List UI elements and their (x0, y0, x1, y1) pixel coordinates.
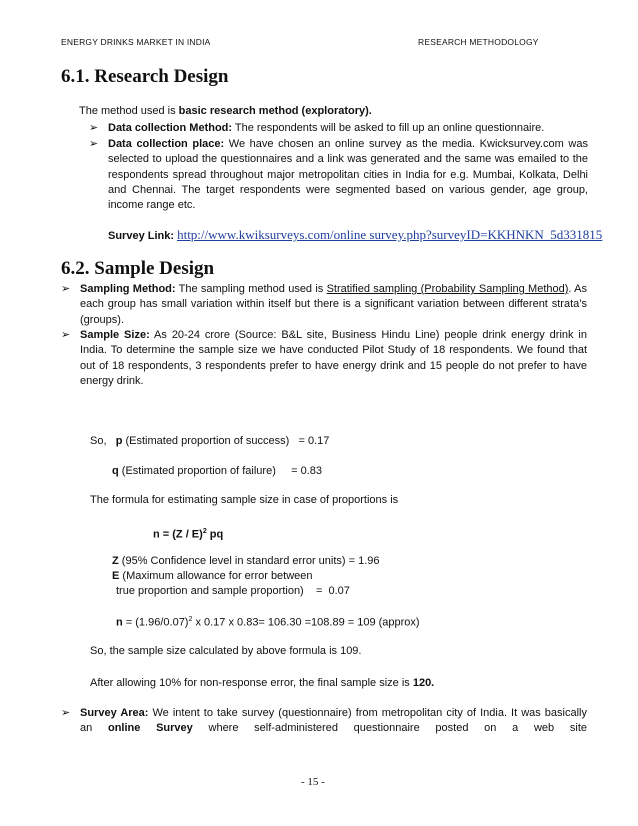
survey-area-label: Survey Area: (80, 707, 149, 719)
page-number: - 15 - (301, 776, 325, 788)
n-eq-exponent: 2 (188, 616, 193, 623)
header-left: ENERGY DRINKS MARKET IN INDIA (61, 37, 211, 47)
bullet-label: Data collection Method: (108, 122, 233, 134)
e-text: (Maximum allowance for error between (119, 570, 313, 582)
section-title-sample-design: 6.2. Sample Design (61, 258, 215, 279)
bullet-text: We have chosen an online survey as the media. Kwicksurvey.com was selected to upload the questionnaires and a link was generated and the same was emailed to the respondents spread throughout major metropolitan cities in India for e.g. Mumbai, Kolkata, Delhi and Chennai. The target respondents were segmented based on various gender, age group, income range etc. (108, 138, 588, 212)
arrow-bullet-icon: ➢ (89, 122, 99, 134)
so-label: So, (90, 435, 107, 447)
survey-area-text2: where self-administered questionnaire posted on a web site (192, 722, 587, 735)
bullet-data-collection-method (108, 121, 588, 136)
survey-area-bold: online Survey (107, 722, 193, 735)
result-120-bold: 120. (412, 677, 435, 689)
p-text: (Estimated proportion of success) = 0.17 (122, 435, 330, 447)
sampling-label: Sampling Method: (80, 283, 176, 295)
n-calculation (116, 612, 420, 631)
intro-bold: basic research method (exploratory). (178, 105, 372, 117)
survey-link-label: Survey Link: (108, 230, 178, 242)
formula-main-text: n = (Z / E) (153, 528, 203, 541)
z-definition (112, 554, 380, 569)
arrow-bullet-icon: ➢ (61, 707, 71, 719)
sampling-suffix: . As each group has small variation within itself but there is a significant variation between different strata’s (groups). (80, 283, 587, 326)
intro-prefix: The method used is (79, 105, 179, 117)
z-text: (95% Confidence level in standard error units) = 1.96 (118, 555, 380, 567)
p-variable: p (115, 435, 123, 447)
bullet-data-collection-place (108, 137, 588, 213)
formula-tail: pq (206, 528, 224, 541)
bullet-sample-size (80, 328, 587, 389)
result-120 (90, 676, 434, 691)
arrow-bullet-icon: ➢ (61, 329, 71, 341)
sampling-prefix: The sampling method used is (175, 283, 327, 295)
p-estimate-line (90, 434, 329, 449)
bullet-label: Data collection place: (108, 138, 225, 150)
sample-size-text: As 20-24 crore (Source: B&L site, Business Hindu Line) people drink energy drink in India. To determine the sample size we have conducted Pilot Study of 18 respondents. We found that out of 18 respondents, 3 respondents prefer to have energy drink and 15 people do not prefer to have energy drink. (80, 329, 587, 387)
sampling-underlined: Stratified sampling (Probability Sampling Method) (326, 283, 569, 295)
formula-main (153, 524, 223, 543)
e-definition-line2: true proportion and sample proportion) = 0.07 (116, 585, 350, 597)
arrow-bullet-icon: ➢ (89, 138, 99, 150)
formula-intro: The formula for estimating sample size in case of proportions is (90, 494, 399, 506)
survey-link[interactable]: http://www.kwiksurveys.com/online survey.php?surveyID=KKHNKN_5d331815 (177, 227, 603, 242)
e-variable: E (112, 570, 120, 582)
result-120-prefix: After allowing 10% for non-response error, the final sample size is (90, 677, 413, 689)
q-variable: q (112, 465, 119, 477)
research-method-intro (79, 104, 599, 119)
z-variable: Z (112, 555, 119, 567)
formula-exponent: 2 (202, 528, 207, 535)
q-estimate-line (112, 464, 322, 479)
n-variable: n (116, 616, 123, 629)
survey-link-line (108, 226, 603, 244)
header-right: RESEARCH METHODOLOGY (418, 37, 539, 47)
result-109: So, the sample size calculated by above formula is 109. (90, 645, 362, 657)
bullet-survey-area (80, 706, 587, 737)
section-title-research-design: 6.1. Research Design (61, 66, 229, 87)
bullet-sampling-method (80, 282, 587, 328)
n-eq-a: = (1.96/0.07) (122, 616, 189, 629)
arrow-bullet-icon: ➢ (61, 283, 71, 295)
e-definition (112, 569, 313, 584)
sample-size-label: Sample Size: (80, 329, 150, 341)
bullet-text: The respondents will be asked to fill up an online questionnaire. (232, 122, 545, 134)
q-text: (Estimated proportion of failure) = 0.83 (118, 465, 323, 477)
survey-area-text: We intent to take survey (questionnaire) from metropolitan city of India. It was basically an (80, 707, 587, 735)
n-eq-b: x 0.17 x 0.83= 106.30 =108.89 = 109 (approx) (192, 616, 420, 629)
